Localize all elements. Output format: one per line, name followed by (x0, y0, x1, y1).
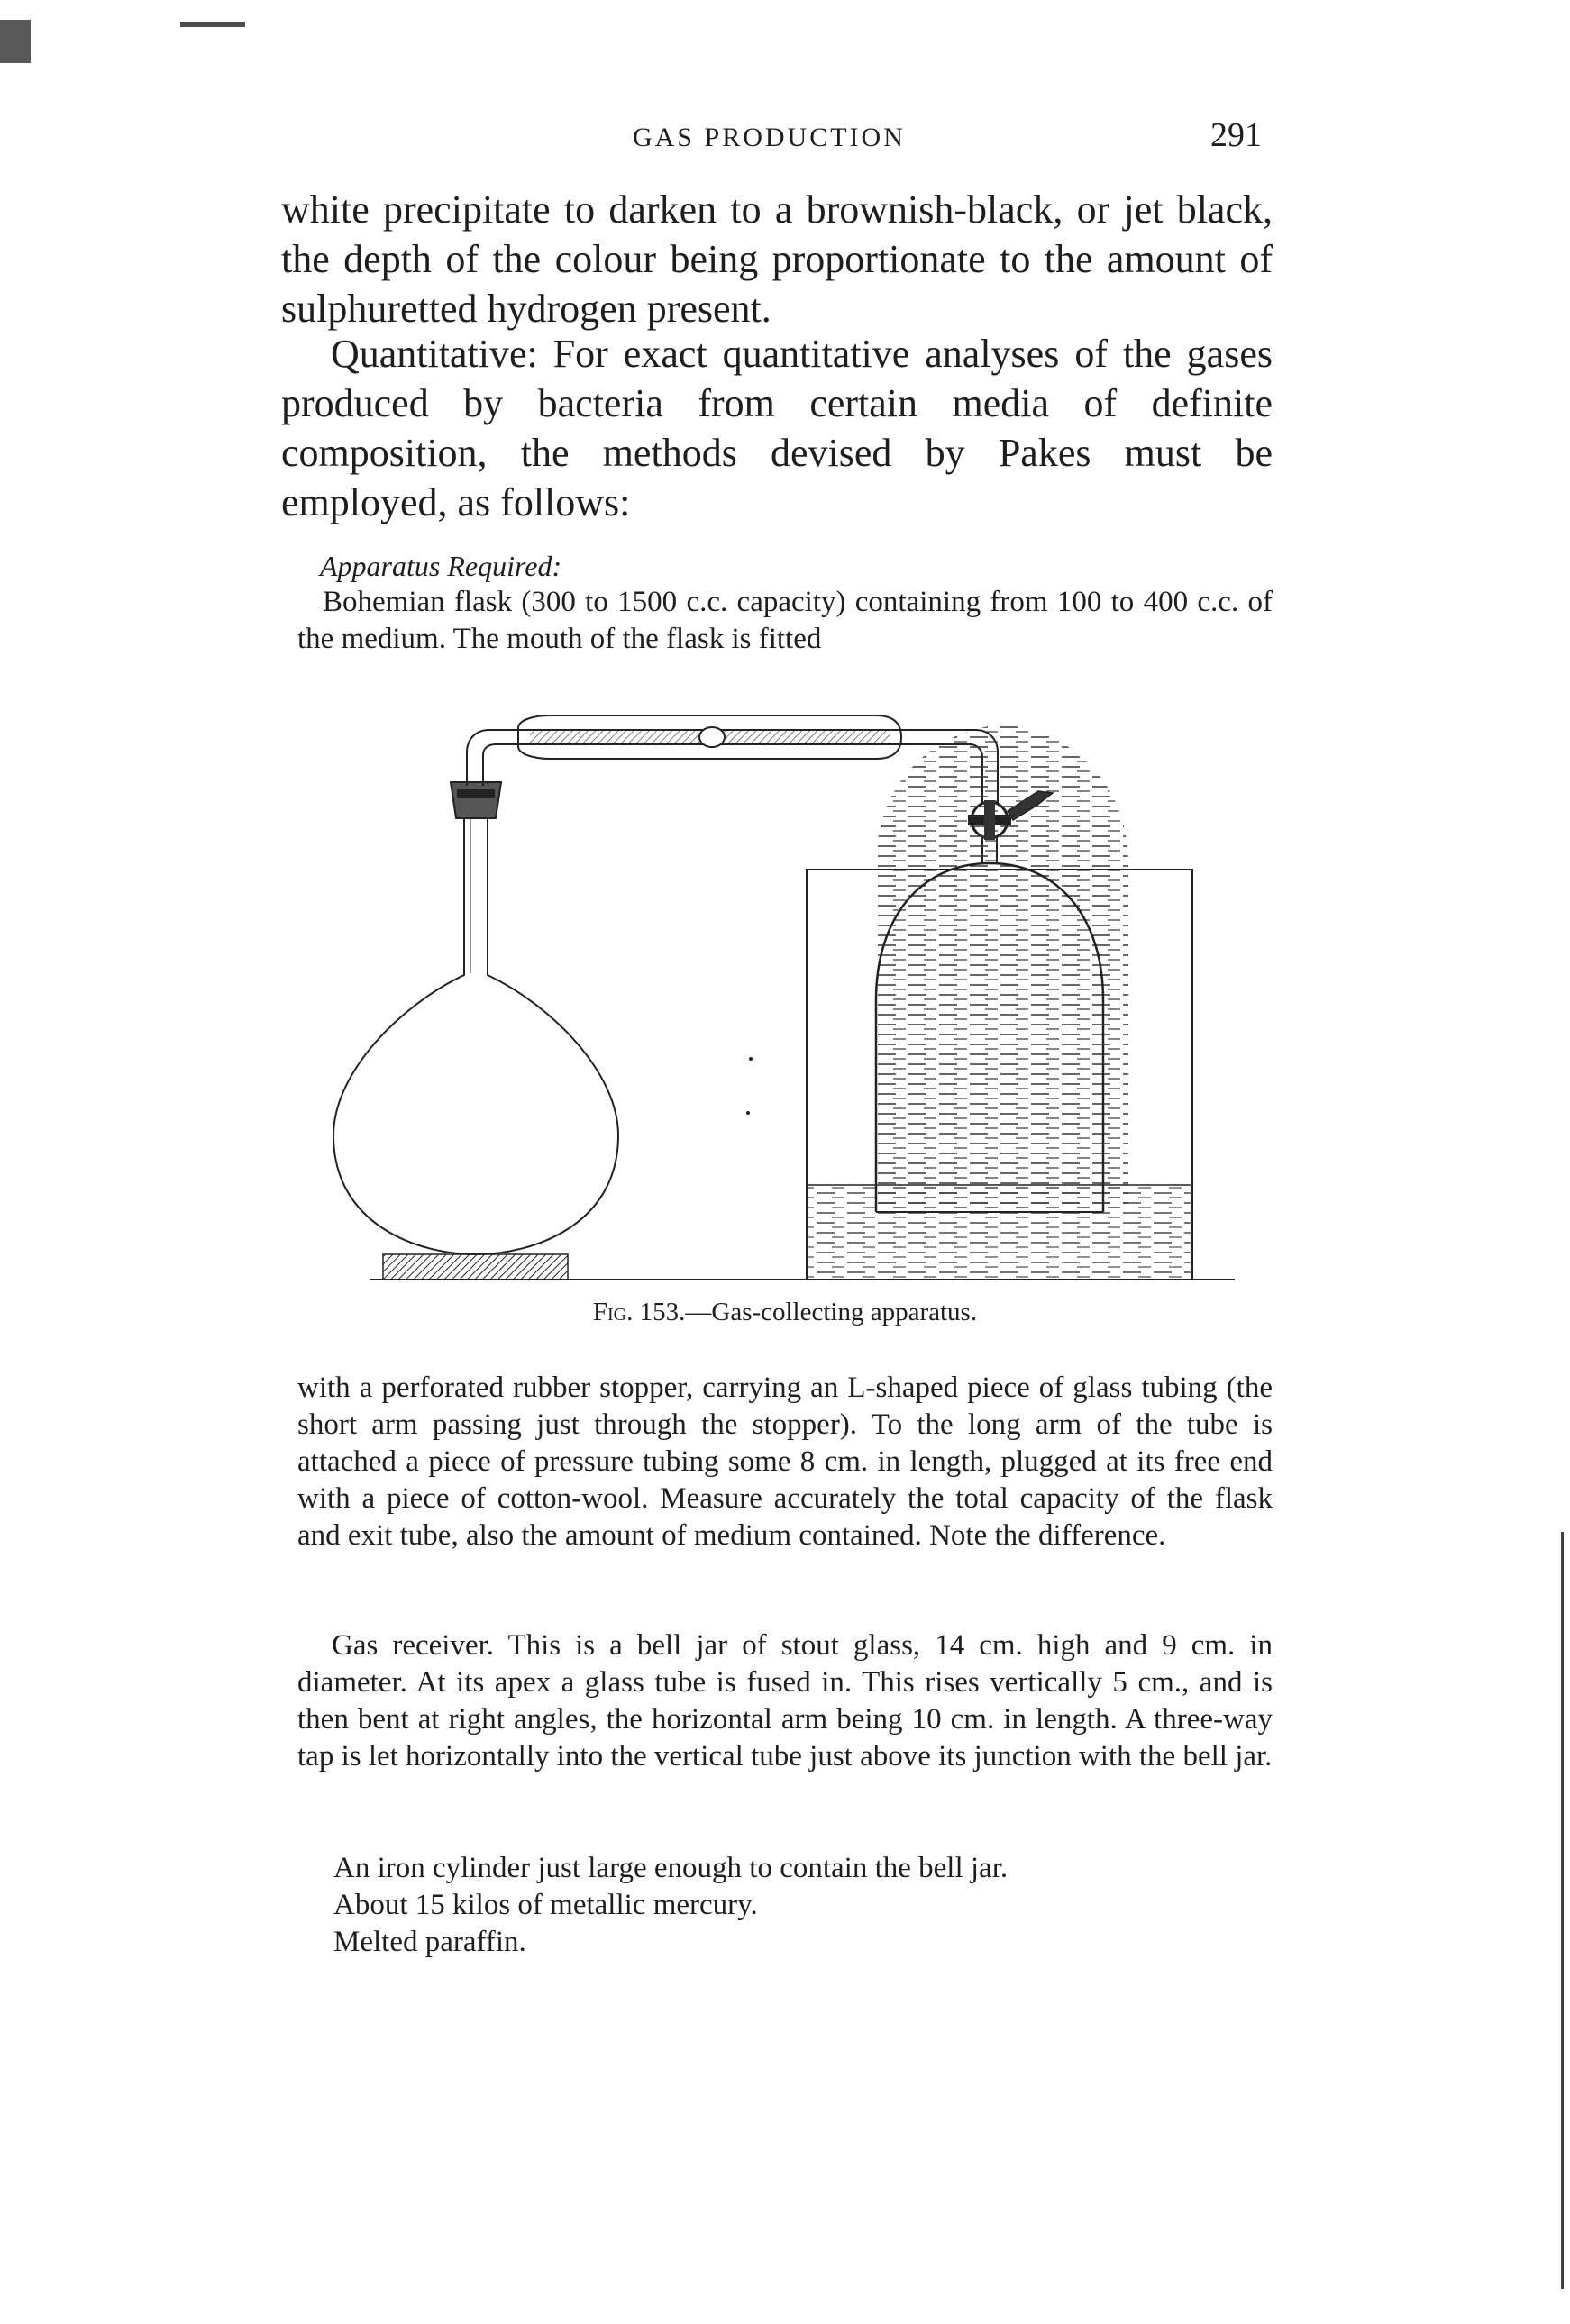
running-head: GAS PRODUCTION (633, 123, 906, 152)
scan-mark-top-left (0, 20, 31, 63)
pressure-tubing (518, 715, 901, 759)
figure-number: Fig. 153. (592, 1298, 686, 1326)
list-item: About 15 kilos of metallic mercury. (333, 1889, 758, 1921)
flask-base (383, 1254, 568, 1280)
page-header (281, 115, 1273, 160)
rubber-stopper (451, 782, 501, 818)
apparatus-text-1: Bohemian flask (300 to 1500 c.c. capacity) containing from 100 to 400 c.c. of the medium. The mouth of the flask is fitted (297, 586, 1273, 655)
list-item: Melted paraffin. (333, 1926, 526, 1958)
bohemian-flask (333, 797, 618, 1254)
figure-caption (0, 1298, 1570, 1327)
apparatus-text-2: with a perforated rubber stopper, carrying an L-shaped piece of glass tubing (the short arm passing just through the stopper). To the long arm of the tube is attached a piece of pressure tubing some 8 cm. in length, plugged at its free end with a piece of cotton-wool. Measure accurately the total capacity of the flask and exit tube, also the amount of medium contained. Note the difference. (297, 1372, 1273, 1552)
bell-jar (876, 721, 1128, 1212)
apparatus-illustration (324, 703, 1244, 1316)
scan-mark-right-edge (1561, 1532, 1564, 2289)
gas-receiver-text: Gas receiver. This is a bell jar of stout glass, 14 cm. high and 9 cm. in diameter. At its apex a glass tube is fused in. This rises vertically 5 cm., and is then bent at right angles, the horizontal arm being 10 cm. in length. A three-way tap is let horizontally into the vertical tube just above its junction with the bell jar. (297, 1629, 1273, 1773)
figure-caption-text: —Gas-collecting apparatus. (685, 1298, 978, 1326)
list-item: An iron cylinder just large enough to contain the bell jar. (333, 1852, 1009, 1884)
apparatus-heading: Apparatus Required: (320, 550, 562, 582)
page-number: 291 (1210, 116, 1262, 154)
paragraph-1: white precipitate to darken to a brownish-black, or jet black, the depth of the colour being proportionate to the amount of sulphuretted hydrogen present. (281, 187, 1273, 331)
figure-gas-collecting-apparatus (324, 703, 1244, 1316)
scan-mark-top (180, 22, 245, 27)
paragraph-2: Quantitative: For exact quantitative analyses of the gases produced by bacteria from certain media of definite composition, the methods devised by Pakes must be employed, as follows: (281, 332, 1273, 524)
